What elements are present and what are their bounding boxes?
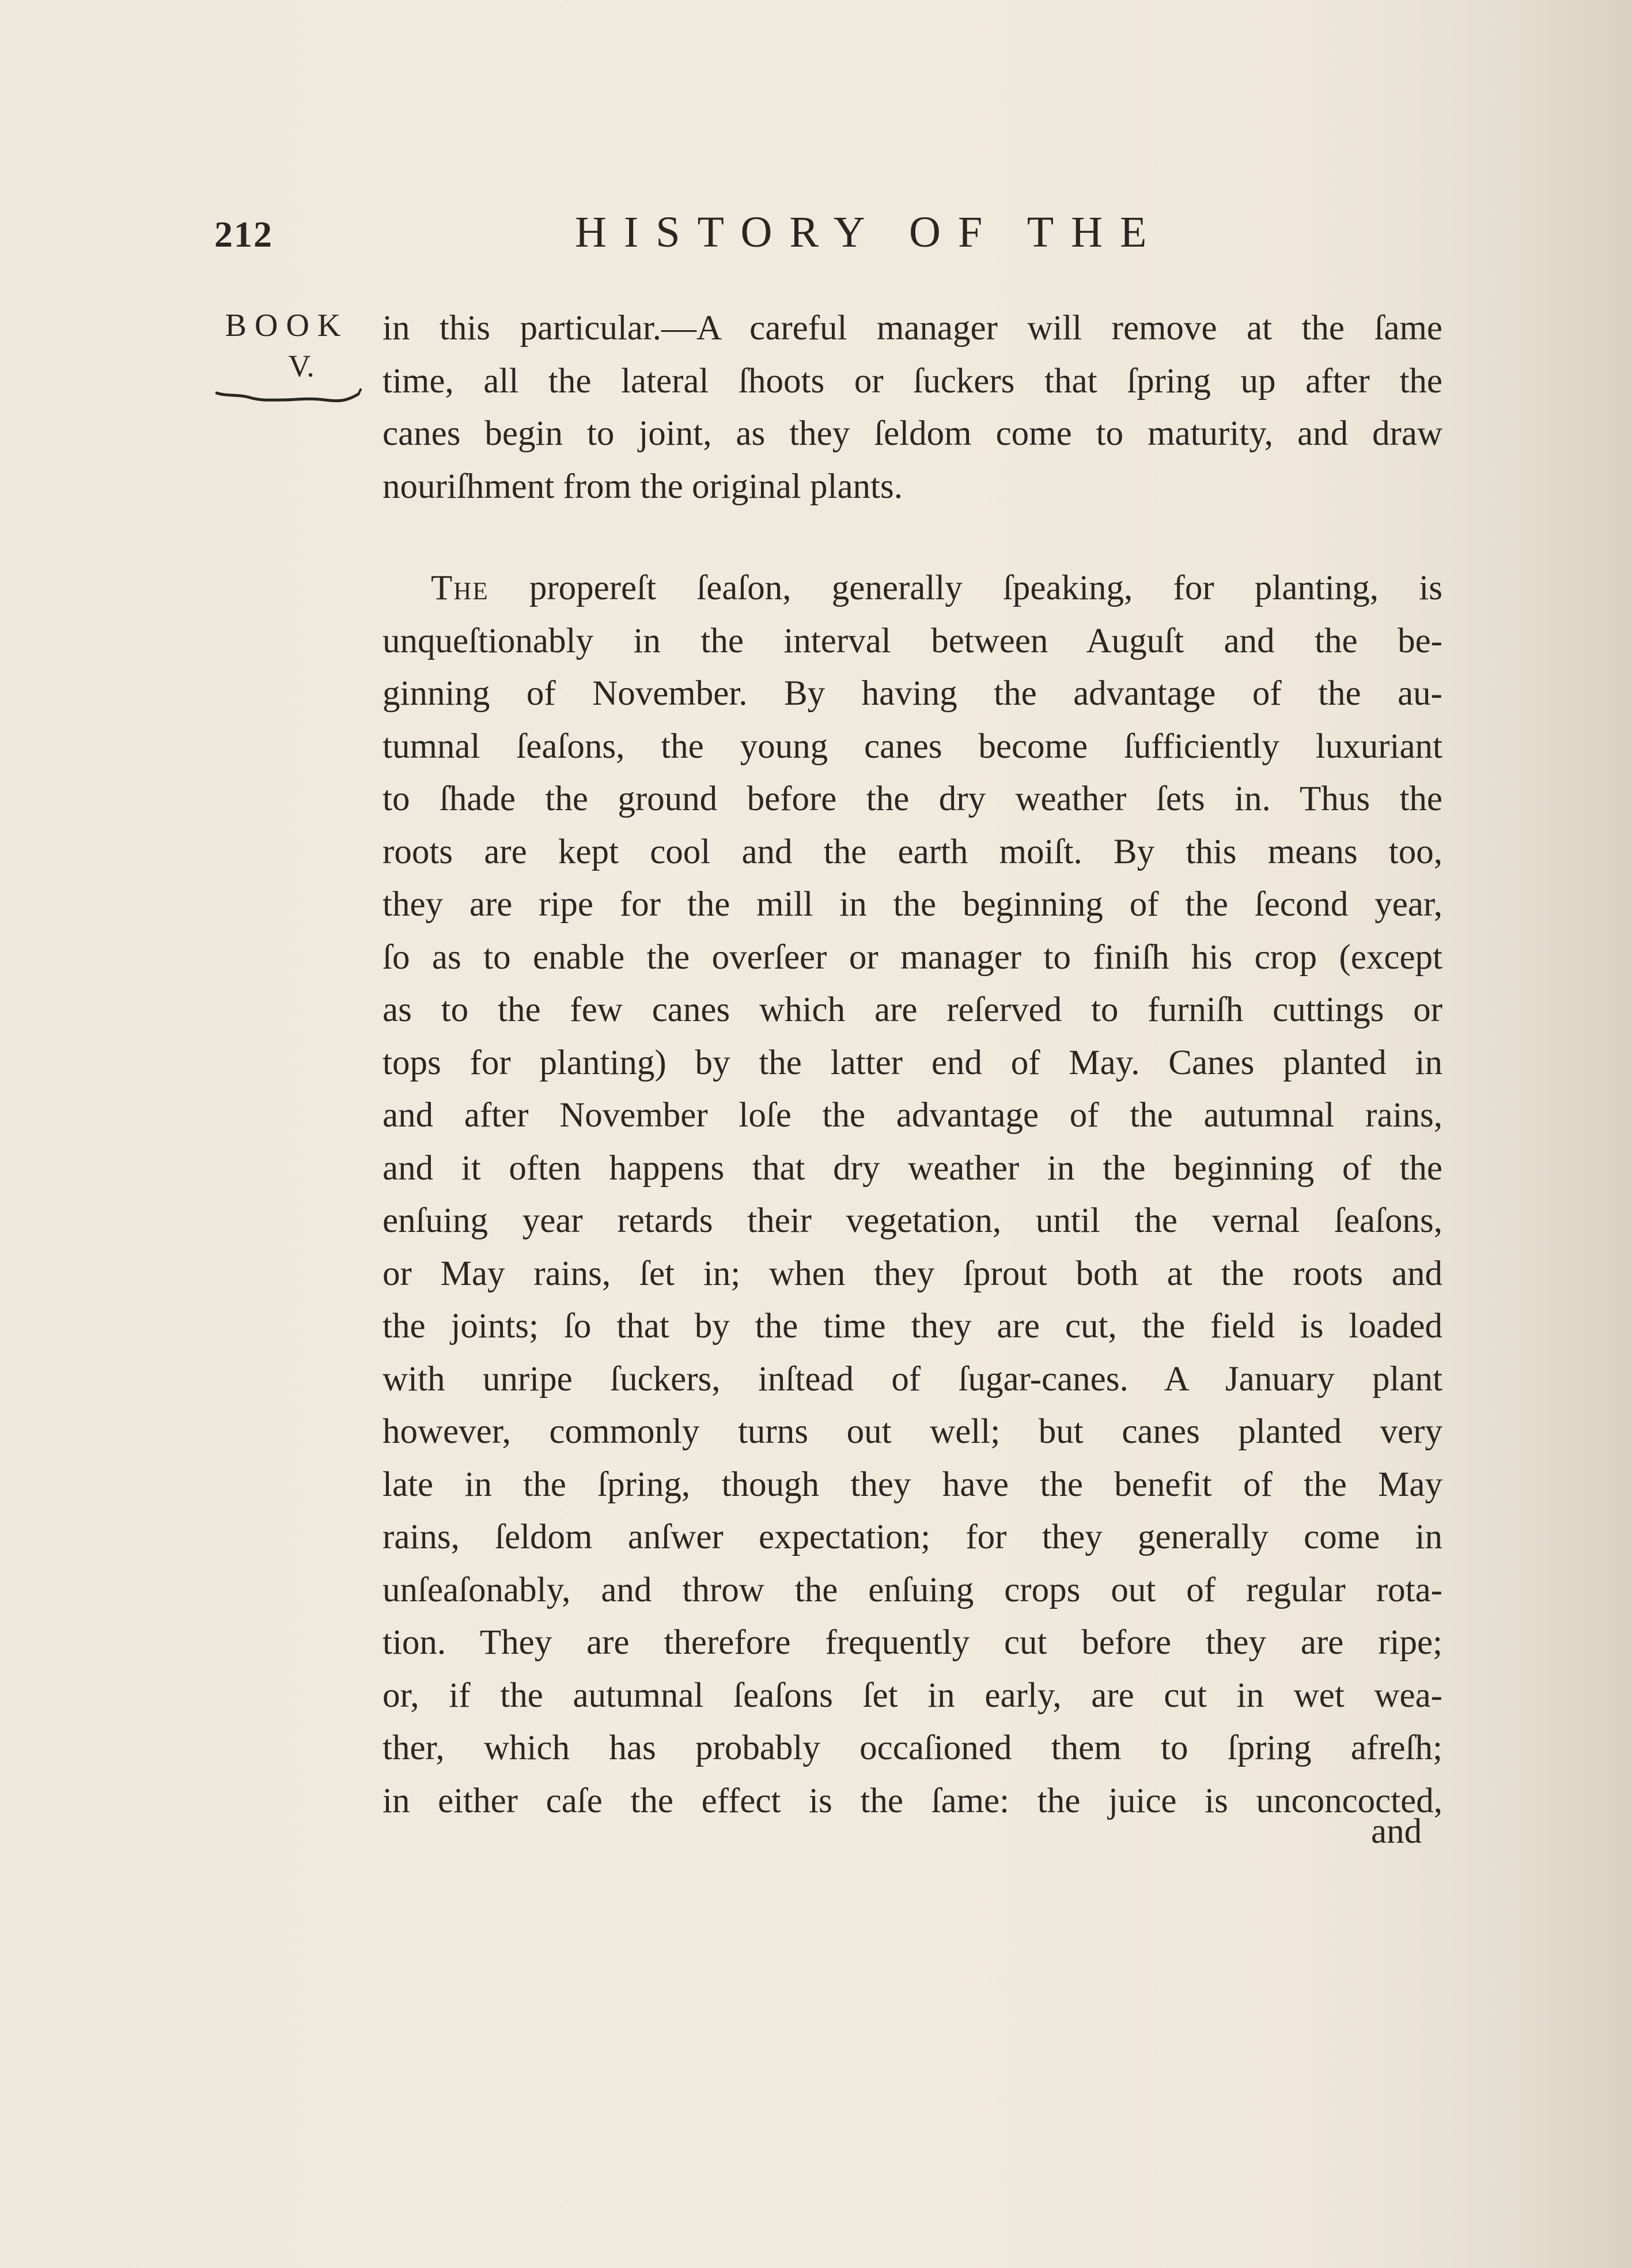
text-line: or May rains, ſet in; when they ſprout both at the roots and	[383, 1254, 1442, 1293]
text-line: they are ripe for the mill in the beginning of the ſecond year,	[383, 885, 1442, 924]
text-line: to ſhade the ground before the dry weather ſets in. Thus the	[383, 780, 1442, 818]
body-text	[383, 302, 1442, 1827]
text-line: however, commonly turns out well; but canes planted very	[383, 1412, 1442, 1451]
book-label: BOOK	[225, 308, 349, 343]
text-line: ſo as to enable the overſeer or manager to finiſh his crop (except	[383, 938, 1442, 977]
text-line: as to the few canes which are reſerved to furniſh cuttings or	[383, 991, 1442, 1029]
text-line: canes begin to joint, as they ſeldom come to maturity, and draw	[383, 414, 1442, 453]
book-number: V.	[288, 349, 315, 383]
text-line: enſuing year retards their vegetation, until the vernal ſeaſons,	[383, 1201, 1442, 1240]
text-line	[383, 562, 1442, 615]
paragraph-first-word: The	[431, 569, 489, 607]
text-line: roots are kept cool and the earth moiſt. By this means too,	[383, 832, 1442, 871]
text-line: and after November loſe the advantage of the autumnal rains,	[383, 1096, 1442, 1135]
text-line: or, if the autumnal ſeaſons ſet in early, are cut in wet wea-	[383, 1676, 1442, 1715]
text-line: unſeaſonably, and throw the enſuing crops out of regular rota-	[383, 1570, 1442, 1609]
text-line: and it often happens that dry weather in the beginning of the	[383, 1148, 1442, 1188]
text-line: in this particular.—A careful manager will remove at the ſame	[383, 309, 1442, 347]
catchword: and	[1371, 1812, 1422, 1851]
running-head: HISTORY OF THE	[575, 208, 1164, 256]
text-line: tumnal ſeaſons, the young canes become ſufficiently luxuriant	[383, 727, 1442, 766]
text-line-rest: propereſt ſeaſon, generally ſpeaking, for planting, is	[529, 569, 1442, 607]
text-line: tion. They are therefore frequently cut before they are ripe;	[383, 1623, 1442, 1662]
text-line: unqueſtionably in the interval between Auguſt and the be-	[383, 621, 1442, 660]
text-line: the joints; ſo that by the time they are cut, the field is loaded	[383, 1307, 1442, 1345]
text-line: time, all the lateral ſhoots or ſuckers that ſpring up after the	[383, 361, 1442, 400]
paragraph-gap	[383, 513, 1442, 562]
text-line: nouriſhment from the original plants.	[383, 467, 903, 506]
text-line: ther, which has probably occaſioned them to ſpring afreſh;	[383, 1729, 1442, 1767]
text-line: tops for planting) by the latter end of May. Canes planted in	[383, 1043, 1442, 1082]
text-line: rains, ſeldom anſwer expectation; for they generally come in	[383, 1518, 1442, 1556]
brace-icon	[215, 387, 365, 410]
page-number: 212	[214, 214, 273, 255]
text-line: late in the ſpring, though they have the benefit of the May	[383, 1465, 1442, 1504]
margin-note	[212, 305, 362, 410]
text-line: ginning of November. By having the advantage of the au-	[383, 674, 1442, 713]
text-line: with unripe ſuckers, inſtead of ſugar-canes. A January plant	[383, 1359, 1442, 1398]
text-line: in either caſe the effect is the ſame: the juice is unconcocted,	[383, 1781, 1442, 1820]
